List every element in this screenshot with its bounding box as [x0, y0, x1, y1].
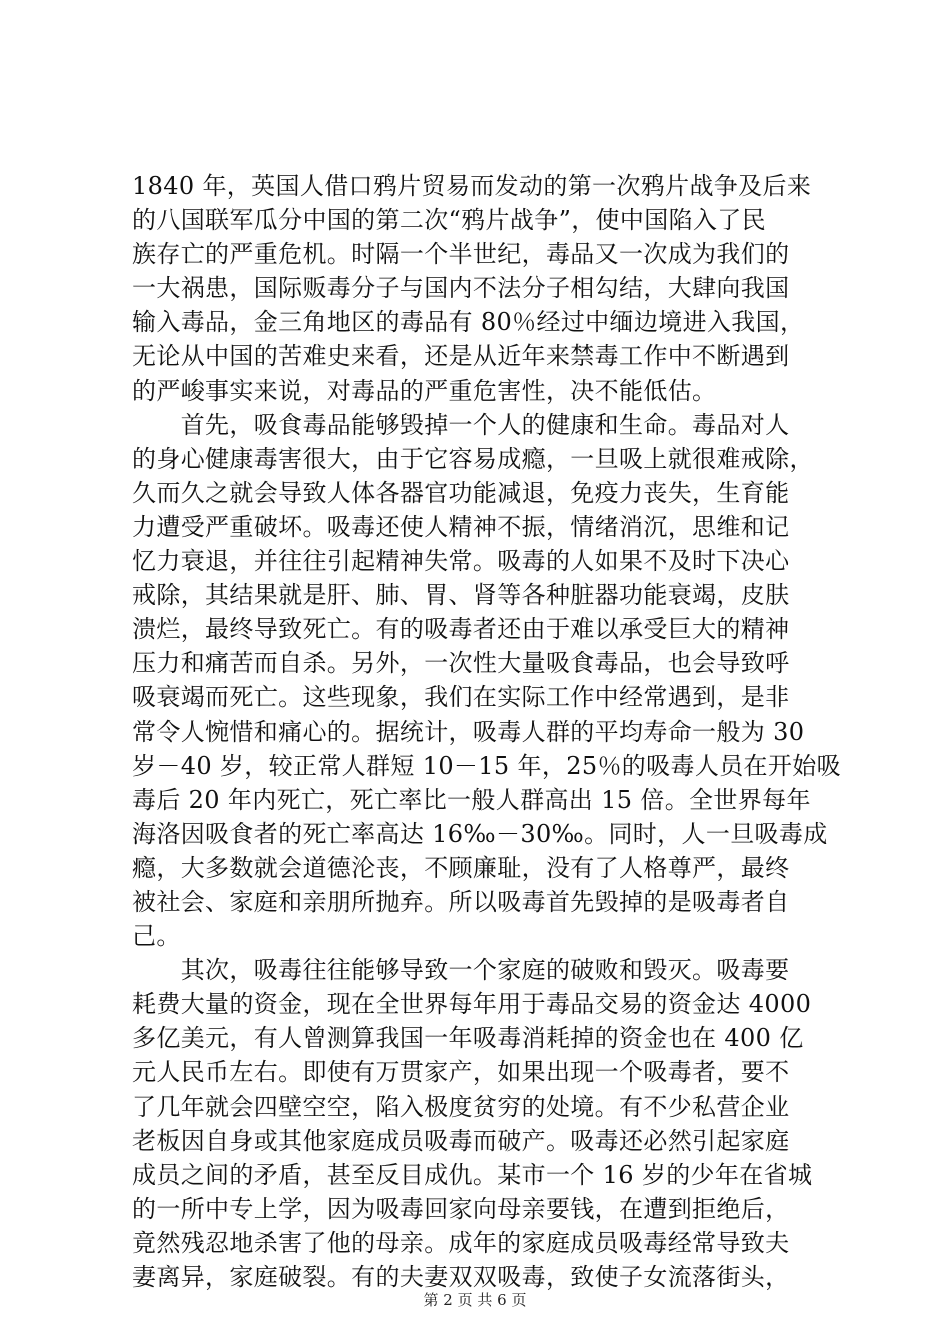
text-line: 岁－40 岁，较正常人群短 10－15 年，25％的吸毒人员在开始吸: [132, 751, 841, 780]
text-line: 一大祸患，国际贩毒分子与国内不法分子相勾结，大肆向我国: [132, 274, 790, 303]
text-line: 耗费大量的资金，现在全世界每年用于毒品交易的资金达 4000: [132, 990, 812, 1019]
text-line: 海洛因吸食者的死亡率高达 16‰－30‰。同时，人一旦吸毒成: [132, 819, 828, 848]
text-line: 首先，吸食毒品能够毁掉一个人的健康和生命。毒品对人: [132, 410, 790, 439]
text-line: 族存亡的严重危机。时隔一个半世纪，毒品又一次成为我们的: [132, 240, 790, 269]
text-line: 常令人惋惜和痛心的。据统计，吸毒人群的平均寿命一般为 30: [132, 717, 805, 746]
text-line: 吸衰竭而死亡。这些现象，我们在实际工作中经常遇到，是非: [132, 683, 790, 712]
page-footer: 第 2 页 共 6 页: [423, 1291, 527, 1309]
text-line: 溃烂，最终导致死亡。有的吸毒者还由于难以承受巨大的精神: [132, 615, 790, 644]
text-line: 戒除，其结果就是肝、肺、胃、肾等各种脏器功能衰竭，皮肤: [132, 581, 790, 610]
text-line: 竟然残忍地杀害了他的母亲。成年的家庭成员吸毒经常导致夫: [132, 1228, 790, 1257]
text-line: 的身心健康毒害很大，由于它容易成瘾，一旦吸上就很难戒除，: [132, 444, 814, 473]
text-line: 元人民币左右。即使有万贯家产，如果出现一个吸毒者，要不: [132, 1058, 790, 1087]
text-line: 的严峻事实来说，对毒品的严重危害性，决不能低估。: [132, 376, 717, 405]
text-line: 久而久之就会导致人体各器官功能减退，免疫力丧失，生育能: [132, 478, 790, 507]
text-line: 了几年就会四壁空空，陷入极度贫穷的处境。有不少私营企业: [132, 1092, 790, 1121]
text-line: 的一所中专上学，因为吸毒回家向母亲要钱，在遭到拒绝后，: [132, 1194, 790, 1223]
text-line: 其次，吸毒往往能够导致一个家庭的破败和毁灭。吸毒要: [132, 956, 790, 985]
text-line: 多亿美元，有人曾测算我国一年吸毒消耗掉的资金也在 400 亿: [132, 1024, 804, 1053]
text-line: 被社会、家庭和亲朋所抛弃。所以吸毒首先毁掉的是吸毒者自: [132, 887, 790, 916]
text-line: 老板因自身或其他家庭成员吸毒而破产。吸毒还必然引起家庭: [132, 1126, 790, 1155]
text-line: 力遭受严重破坏。吸毒还使人精神不振，情绪消沉，思维和记: [132, 512, 790, 541]
body-text: [132, 169, 847, 1294]
text-line: 妻离异，家庭破裂。有的夫妻双双吸毒，致使子女流落街头，: [132, 1263, 790, 1291]
text-line: 压力和痛苦而自杀。另外，一次性大量吸食毒品，也会导致呼: [132, 649, 790, 678]
text-line: 的八国联军瓜分中国的第二次“鸦片战争”，使中国陷入了民: [132, 206, 766, 235]
text-line: 忆力衰退，并往往引起精神失常。吸毒的人如果不及时下决心: [132, 547, 790, 576]
text-line: 成员之间的矛盾，甚至反目成仇。某市一个 16 岁的少年在省城: [132, 1160, 813, 1189]
text-line: 输入毒品，金三角地区的毒品有 80％经过中缅边境进入我国，: [132, 308, 805, 337]
text-line: 己。: [132, 922, 181, 951]
text-line: 瘾，大多数就会道德沦丧，不顾廉耻，没有了人格尊严，最终: [132, 853, 790, 882]
text-line: 1840 年，英国人借口鸦片贸易而发动的第一次鸦片战争及后来: [132, 172, 812, 200]
text-line: 无论从中国的苦难史来看，还是从近年来禁毒工作中不断遇到: [132, 342, 790, 371]
text-line: 毒后 20 年内死亡，死亡率比一般人群高出 15 倍。全世界每年: [132, 785, 811, 814]
